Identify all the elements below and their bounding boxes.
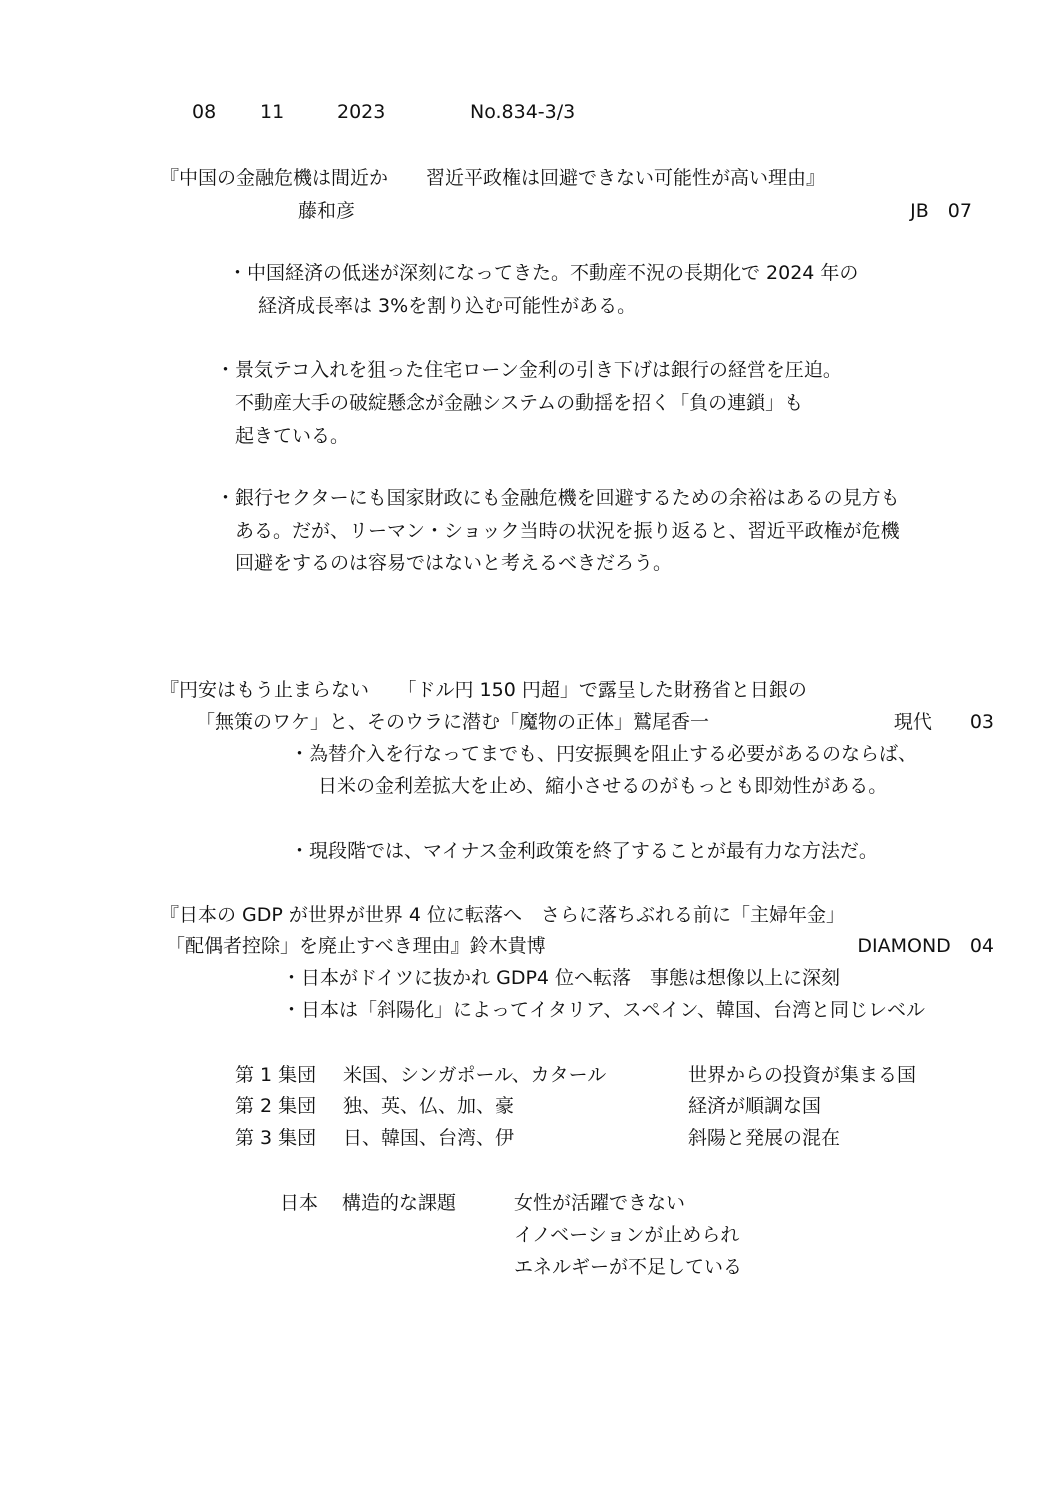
article-3-source: DIAMOND 04 — [857, 935, 994, 957]
article-2-bullet-1-line-2: 日米の金利差拡大を止め、縮小させるのがもっとも即効性がある。 — [318, 775, 888, 797]
group-name: 第 3 集団 — [235, 1127, 317, 1149]
japan-label: 日本 — [280, 1192, 319, 1214]
article-1-bullet-3-line-3: 回避をするのは容易ではないと考えるべきだろう。 — [235, 552, 673, 574]
article-1-bullet-1-line-1: ・中国経済の低迷が深刻になってきた。不動産不況の長期化で 2024 年の — [228, 262, 859, 284]
article-1-bullet-3-line-1: ・銀行セクターにも国家財政にも金融危機を回避するための余裕はあるの見方も — [216, 487, 900, 509]
article-3-title-line-2: 「配偶者控除」を廃止すべき理由』鈴木貴博 — [166, 935, 546, 957]
article-1-title: 『中国の金融危機は間近か 習近平政権は回避できない可能性が高い理由』 — [160, 167, 826, 189]
article-1-bullet-1-line-2: 経済成長率は 3%を割り込む可能性がある。 — [258, 295, 637, 317]
article-2-bullet-2: ・現段階では、マイナス金利政策を終了することが最有力な方法だ。 — [290, 840, 878, 862]
group-members: 独、英、仏、加、豪 — [343, 1095, 515, 1117]
article-1-author: 藤和彦 — [298, 200, 356, 222]
article-1-bullet-2-line-3: 起きている。 — [235, 425, 350, 447]
article-1-bullet-2-line-1: ・景気テコ入れを狙った住宅ローン金利の引き下げは銀行の経営を圧迫。 — [216, 359, 842, 381]
japan-issues-heading: 構造的な課題 — [342, 1192, 457, 1214]
article-1-bullet-3-line-2: ある。だが、リーマン・ショック当時の状況を振り返ると、習近平政権が危機 — [235, 520, 900, 542]
japan-issue-2: イノベーションが止められ — [514, 1224, 740, 1246]
article-1-source: JB 07 — [910, 200, 972, 222]
article-3-title-line-1: 『日本の GDP が世界が世界 4 位に転落へ さらに落ちぶれる前に「主婦年金」 — [160, 904, 846, 926]
article-1-bullet-2-line-2: 不動産大手の破綻懸念が金融システムの動揺を招く「負の連鎖」も — [235, 392, 804, 414]
japan-issue-3: エネルギーが不足している — [514, 1256, 743, 1278]
article-3-bullet-1: ・日本がドイツに抜かれ GDP4 位へ転落 事態は想像以上に深刻 — [282, 967, 841, 989]
group-description: 斜陽と発展の混在 — [688, 1127, 841, 1149]
group-members: 日、韓国、台湾、伊 — [343, 1127, 515, 1149]
group-description: 経済が順調な国 — [688, 1095, 822, 1117]
header-day: 08 — [192, 101, 217, 123]
japan-issue-1: 女性が活躍できない — [514, 1192, 686, 1214]
group-members: 米国、シンガポール、カタール — [343, 1064, 607, 1086]
article-3-bullet-2: ・日本は「斜陽化」によってイタリア、スペイン、韓国、台湾と同じレベル — [282, 999, 925, 1021]
article-2-title-line-2: 「無策のワケ」と、そのウラに潜む「魔物の正体」鷲尾香一 — [196, 711, 710, 733]
article-2-title-line-1: 『円安はもう止まらない 「ドル円 150 円超」で露呈した財務省と日銀の — [160, 679, 807, 701]
group-description: 世界からの投資が集まる国 — [688, 1064, 917, 1086]
article-2-bullet-1-line-1: ・為替介入を行なってまでも、円安振興を阻止する必要があるのならば、 — [290, 743, 918, 765]
header-number: No.834-3/3 — [470, 101, 576, 123]
header-month: 11 — [260, 101, 285, 123]
group-name: 第 2 集団 — [235, 1095, 317, 1117]
group-name: 第 1 集団 — [235, 1064, 317, 1086]
header-year: 2023 — [337, 101, 386, 123]
article-2-source: 現代 03 — [893, 711, 994, 733]
